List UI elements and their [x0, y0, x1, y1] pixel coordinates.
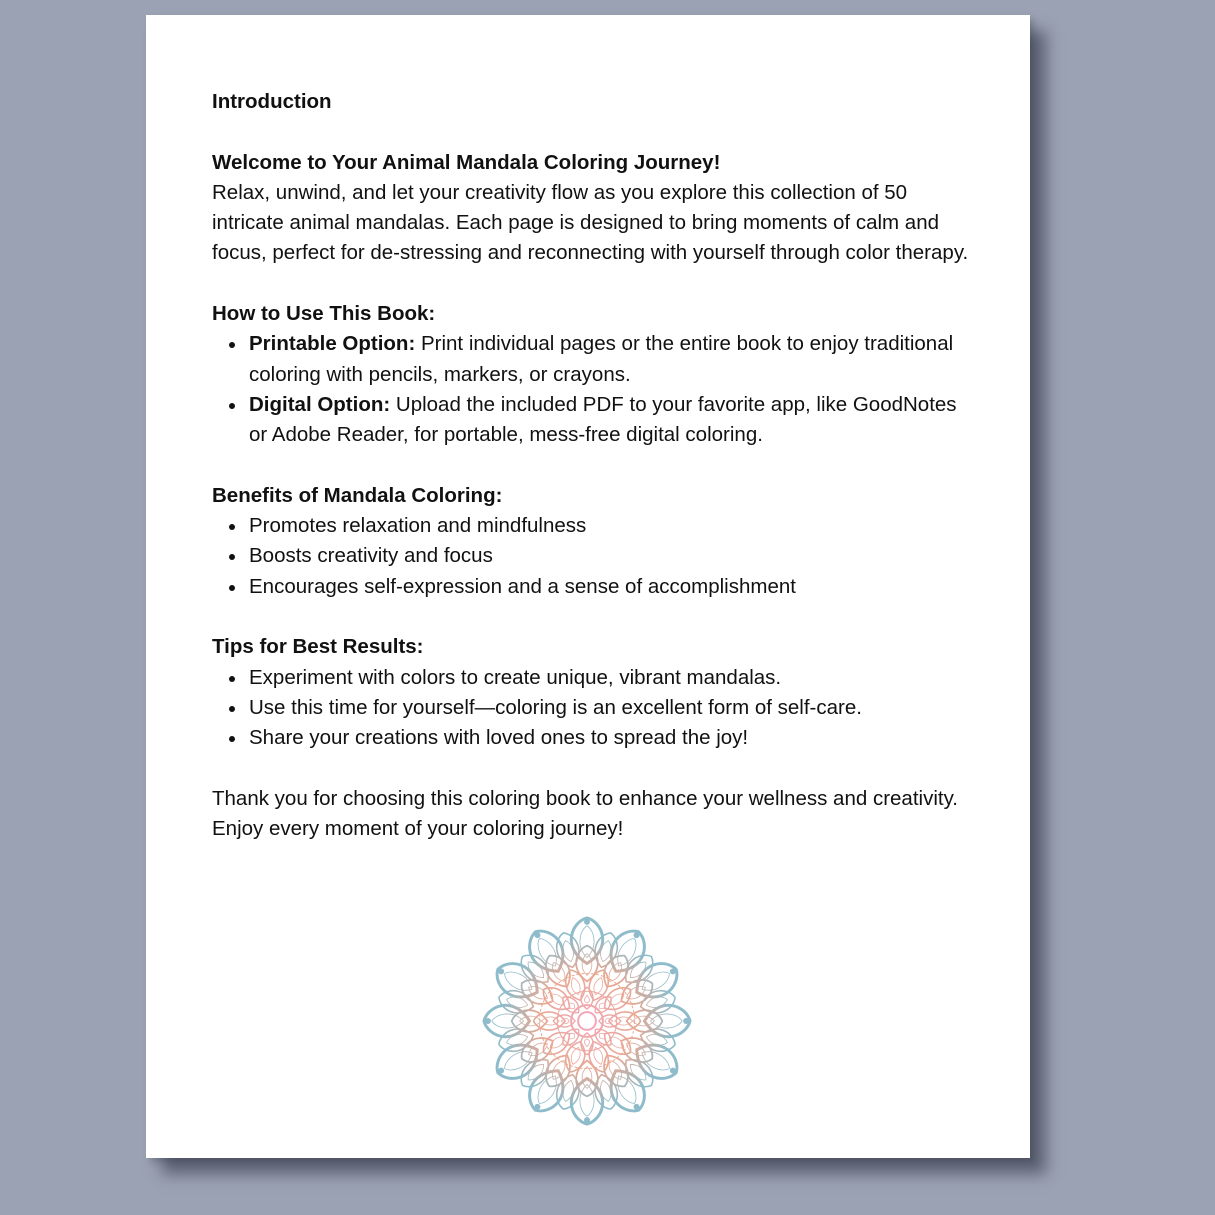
benefits-title: Benefits of Mandala Coloring: — [212, 483, 503, 507]
how-to-use-list — [212, 329, 972, 450]
spacer — [212, 754, 972, 784]
spacer — [212, 117, 972, 147]
mandala-rings — [484, 918, 690, 1124]
digital-option-label: Digital Option: — [249, 392, 391, 416]
welcome-paragraph: Relax, unwind, and let your creativity flow as you explore this collection of 50 intricate animal mandalas. Each page is designed to bring moments of calm and focus, perfect for de-stressing and reconnecting with yourself through color therapy. — [212, 180, 969, 265]
spacer — [212, 451, 972, 481]
printable-option-text: Print individual pages or the entire book to enjoy traditional coloring with pencils, markers, or crayons. — [249, 332, 954, 386]
spacer — [212, 602, 972, 632]
document-content — [212, 87, 972, 844]
list-item-digital-option — [249, 390, 972, 451]
tips-title: Tips for Best Results: — [212, 635, 424, 659]
intro-heading: Introduction — [212, 90, 332, 113]
welcome-title: Welcome to Your Animal Mandala Coloring Journey! — [212, 150, 721, 174]
benefits-list — [212, 511, 972, 602]
list-item: Experiment with colors to create unique, vibrant mandalas. — [249, 663, 972, 693]
list-item: Boosts creativity and focus — [249, 541, 972, 571]
list-item: Use this time for yourself—coloring is an excellent form of self-care. — [249, 693, 972, 723]
mandala-icon — [478, 912, 696, 1130]
list-item: Encourages self-expression and a sense of accomplishment — [249, 572, 972, 602]
list-item-printable-option — [249, 329, 972, 390]
digital-option-text: Upload the included PDF to your favorite app, like GoodNotes or Adobe Reader, for portable, mess-free digital coloring. — [249, 392, 957, 447]
closing-paragraph: Thank you for choosing this coloring book to enhance your wellness and creativity. Enjoy every moment of your coloring journey! — [212, 786, 959, 841]
spacer — [212, 269, 972, 299]
printable-option-label: Printable Option: — [249, 332, 416, 356]
how-to-use-title: How to Use This Book: — [212, 302, 436, 326]
list-item: Promotes relaxation and mindfulness — [249, 511, 972, 541]
list-item: Share your creations with loved ones to spread the joy! — [249, 723, 972, 753]
document-page — [146, 15, 1030, 1158]
tips-list — [212, 663, 972, 754]
